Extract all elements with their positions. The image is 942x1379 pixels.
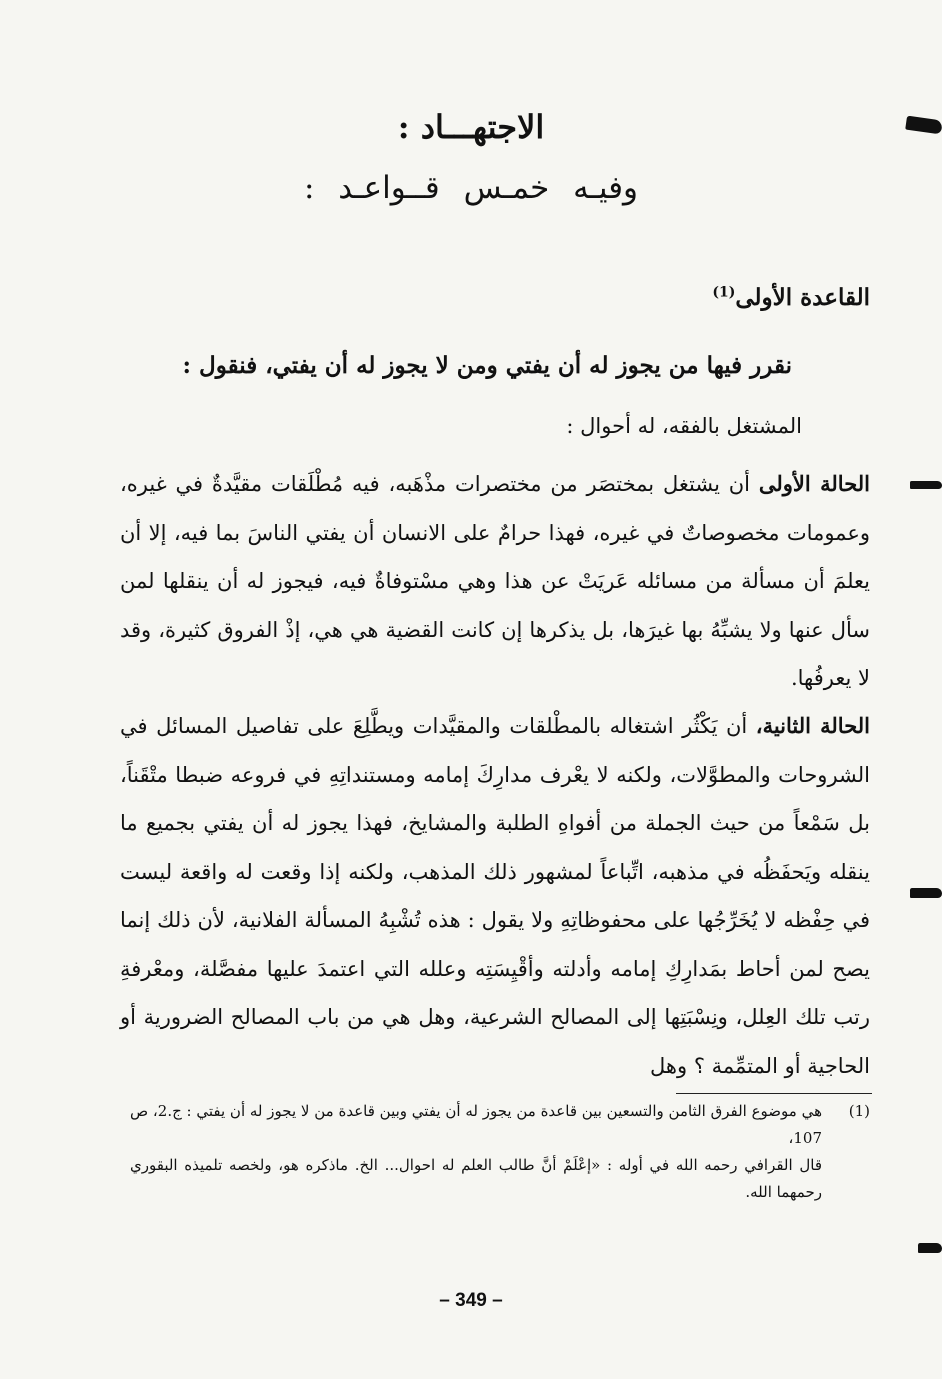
scan-margin-mark [910, 888, 942, 898]
footnote-reference: (1) [712, 284, 736, 301]
paragraph-second-case [120, 702, 870, 1090]
footnotes [130, 1098, 870, 1206]
lead-sentence: المشتغل بالفقه، له أحوال : [566, 414, 802, 438]
paragraph-lead: الحالة الثانية، [755, 713, 870, 738]
scan-margin-mark [918, 1243, 942, 1253]
footnote-item [130, 1152, 870, 1206]
paragraph-text: أن يشتغل بمختصَر من مختصرات مذْهَبه، فيه مُطْلَقات مقيَّدةٌ في غيره، وعمومات مخصوصاتٌ في غيره، فهذا حرامٌ على الانسان أن يفتي الناسَ بما فيه، إلا أن يعلمَ أن مسألة من مسائله عَريَتْ عن هذا وهي مسْتوفاةٌ فيه، فيجوز له أن ينقلها لمن سأل عنها ولا يشبِّهُ بها غيرَها، بل يذكرها إن كانت القضية هي هي، إذْ الفروق كثيرة، وقد لا يعرفُها. [120, 472, 870, 690]
rule-heading [712, 284, 870, 311]
footnote-number: (1) [848, 1102, 870, 1120]
paragraph-lead: الحالة الأولى [758, 471, 870, 496]
page-number: – 349 – [439, 1290, 503, 1311]
chapter-subtitle: وفيـه خمـس قــواعـد : [303, 170, 638, 206]
scan-margin-mark [910, 481, 942, 489]
rule-intro: نقرر فيها من يجوز له أن يفتي ومن لا يجوز له أن يفتي، فنقول : [182, 352, 792, 379]
footnote-divider [676, 1093, 872, 1094]
footnote-item [130, 1098, 870, 1152]
chapter-title: الاجتهـــاد : [397, 108, 545, 146]
footnote-text: هي موضوع الفرق الثامن والتسعين بين قاعدة من يجوز له أن يفتي وبين قاعدة من لا يجوز له أن يفتي : ج.2، ص 107، [130, 1102, 823, 1147]
footnote-text: قال القرافي رحمه الله في أوله : «إعْلَمْ أنَّ طالب العلم له احوال... الخ. ماذكره هو، ولخصه تلميذه البقوري رحمهما الله. [130, 1156, 822, 1201]
rule-heading-text: القاعدة الأولى [735, 284, 870, 311]
scan-margin-mark [905, 116, 942, 135]
paragraph-first-case [120, 460, 870, 703]
paragraph-text: أن يَكْثُر اشتغاله بالمطْلقات والمقيَّدات ويطَّلِعَ على تفاصيل المسائل في الشروحات والمطوَّلات، ولكنه لا يعْرف مدارِكَ إمامه ومستنداتِهِ في فروعه ضبطا متْقَناً، بل سَمْعاً من حيث الجملة من أفواهِ الطلبة والمشايخ، فهذا يجوز له أن يفتي بجميع ما ينقله ويَحفَظُه في مذهبه، اتِّباعاً لمشهور ذلك المذهب، ولكنه إذا وقعت له واقعة ليست في حِفْظه لا يُخَرِّجُها على محفوظاتِهِ ولا يقول : هذه تُشْبِهُ المسألة الفلانية، لأن ذلك إنما يصح لمن أحاط بمَدارِكِ إمامه وأدلته وأقْيِسَتِه وعلله التي اعتمدَ عليها مفصَّلة، ومعْرفةِ رتب تلك العِلل، ونِسْبَتِها إلى المصالح الشرعية، وهل هي من باب المصالح الضرورية أو الحاجية أو المتمِّمة ؟ وهل [120, 714, 870, 1078]
